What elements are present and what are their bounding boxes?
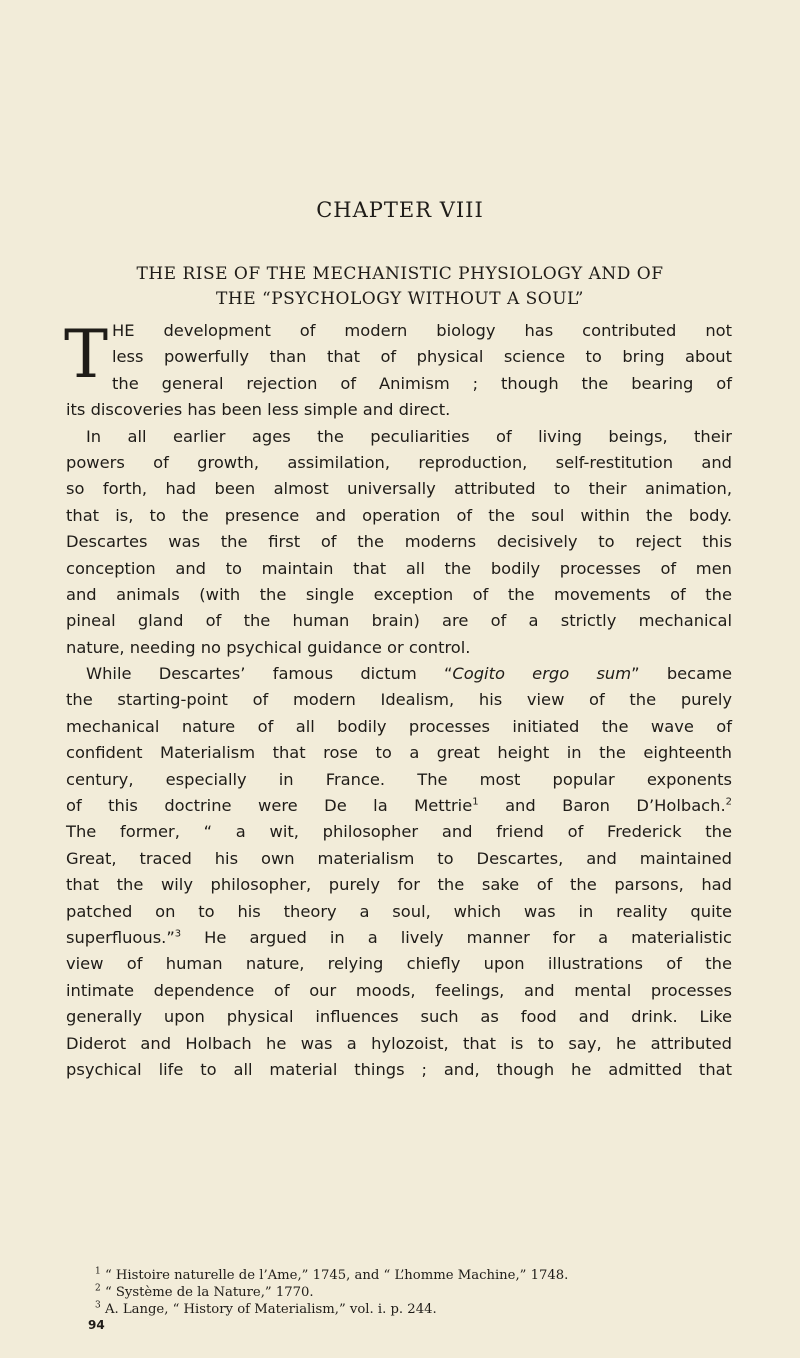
drop-cap: T xyxy=(64,316,109,393)
footnote-text: A. Lange, “ History of Materialism,” vol. i. p. 244. xyxy=(104,1302,437,1317)
text-line: conception and to maintain that all the bodily processes of men xyxy=(66,558,732,578)
text-line: century, especially in France. The most popular exponents xyxy=(66,769,732,789)
text-line: intimate dependence of our moods, feelings, and mental processes xyxy=(66,980,732,1000)
footnote xyxy=(95,1284,755,1301)
footnote-number: 3 xyxy=(95,1300,101,1311)
text-line: the starting-point of modern Idealism, his view of the purely xyxy=(66,690,732,710)
footnote-text: “ Système de la Nature,” 1770. xyxy=(104,1285,314,1300)
text-fragment: superfluous.” xyxy=(66,927,175,947)
text-fragment: ” became xyxy=(631,664,732,684)
footnote-number: 1 xyxy=(95,1266,101,1277)
footnotes xyxy=(95,1267,755,1318)
text-line: the general rejection of Animism ; though the bearing of xyxy=(112,373,732,393)
text-line: its discoveries has been less simple and direct. xyxy=(66,400,451,420)
text-line: psychical life to all material things ; and, though he admitted that xyxy=(66,1059,732,1079)
footnote-text: “ Histoire naturelle de l’Ame,” 1745, and “ L’homme Machine,” 1748. xyxy=(104,1268,569,1283)
text-line: nature, needing no psychical guidance or control. xyxy=(66,637,471,657)
text-line: less powerfully than that of physical science to bring about xyxy=(112,347,732,367)
text-line: mechanical nature of all bodily processes initiated the wave of xyxy=(66,716,732,736)
text-line: Diderot and Holbach he was a hylozoist, that is to say, he attributed xyxy=(66,1033,732,1053)
footnote xyxy=(95,1267,755,1284)
text-line: view of human nature, relying chiefly upon illustrations of the xyxy=(66,954,732,974)
text-line: powers of growth, assimilation, reproduction, self-restitution and xyxy=(66,452,732,472)
text-line: that is, to the presence and operation of the soul within the body. xyxy=(66,505,732,525)
text-line: patched on to his theory a soul, which was in reality quite xyxy=(66,901,732,921)
text-fragment: He argued in a lively manner for a materialistic xyxy=(181,927,732,947)
text-line: In all earlier ages the peculiarities of living beings, their xyxy=(86,426,732,446)
text-line: confident Materialism that rose to a great height in the eighteenth xyxy=(66,743,732,763)
text-line: The former, “ a wit, philosopher and friend of Frederick the xyxy=(66,822,732,842)
footnote xyxy=(95,1301,755,1318)
text-fragment: of this doctrine were De la Mettrie xyxy=(66,796,473,816)
text-line: HE development of modern biology has contributed not xyxy=(112,321,732,340)
footnote-marker: 2 xyxy=(725,796,732,808)
footnote-marker: 3 xyxy=(174,928,182,940)
text-line: so forth, had been almost universally attributed to their animation, xyxy=(66,479,732,499)
text-line xyxy=(66,793,732,819)
text-line: and animals (with the single exception of the movements of the xyxy=(66,584,732,604)
chapter-heading: CHAPTER VIII xyxy=(316,198,484,222)
latin-phrase: Cogito ergo sum xyxy=(452,664,632,684)
body-text xyxy=(66,318,732,1083)
text-line xyxy=(66,925,732,951)
text-line: generally upon physical influences such as food and drink. Like xyxy=(66,1007,732,1027)
text-line: pineal gland of the human brain) are of a strictly mechanical xyxy=(66,611,732,631)
text-line xyxy=(66,661,732,687)
text-line: Descartes was the first of the moderns decisively to reject this xyxy=(66,532,732,552)
text-line: that the wily philosopher, purely for the sake of the parsons, had xyxy=(66,875,732,895)
chapter-title xyxy=(60,262,740,312)
text-fragment: and Baron D’Holbach. xyxy=(478,796,726,816)
chapter-title-line: THE RISE OF THE MECHANISTIC PHYSIOLOGY AND OF xyxy=(136,264,664,284)
text-fragment: While Descartes’ famous dictum “ xyxy=(86,664,453,684)
text-line: Great, traced his own materialism to Descartes, and maintained xyxy=(66,848,732,868)
page-number: 94 xyxy=(88,1318,105,1332)
footnote-marker: 1 xyxy=(472,796,479,808)
footnote-number: 2 xyxy=(95,1283,101,1294)
chapter-title-line: THE “PSYCHOLOGY WITHOUT A SOUL” xyxy=(216,289,584,309)
